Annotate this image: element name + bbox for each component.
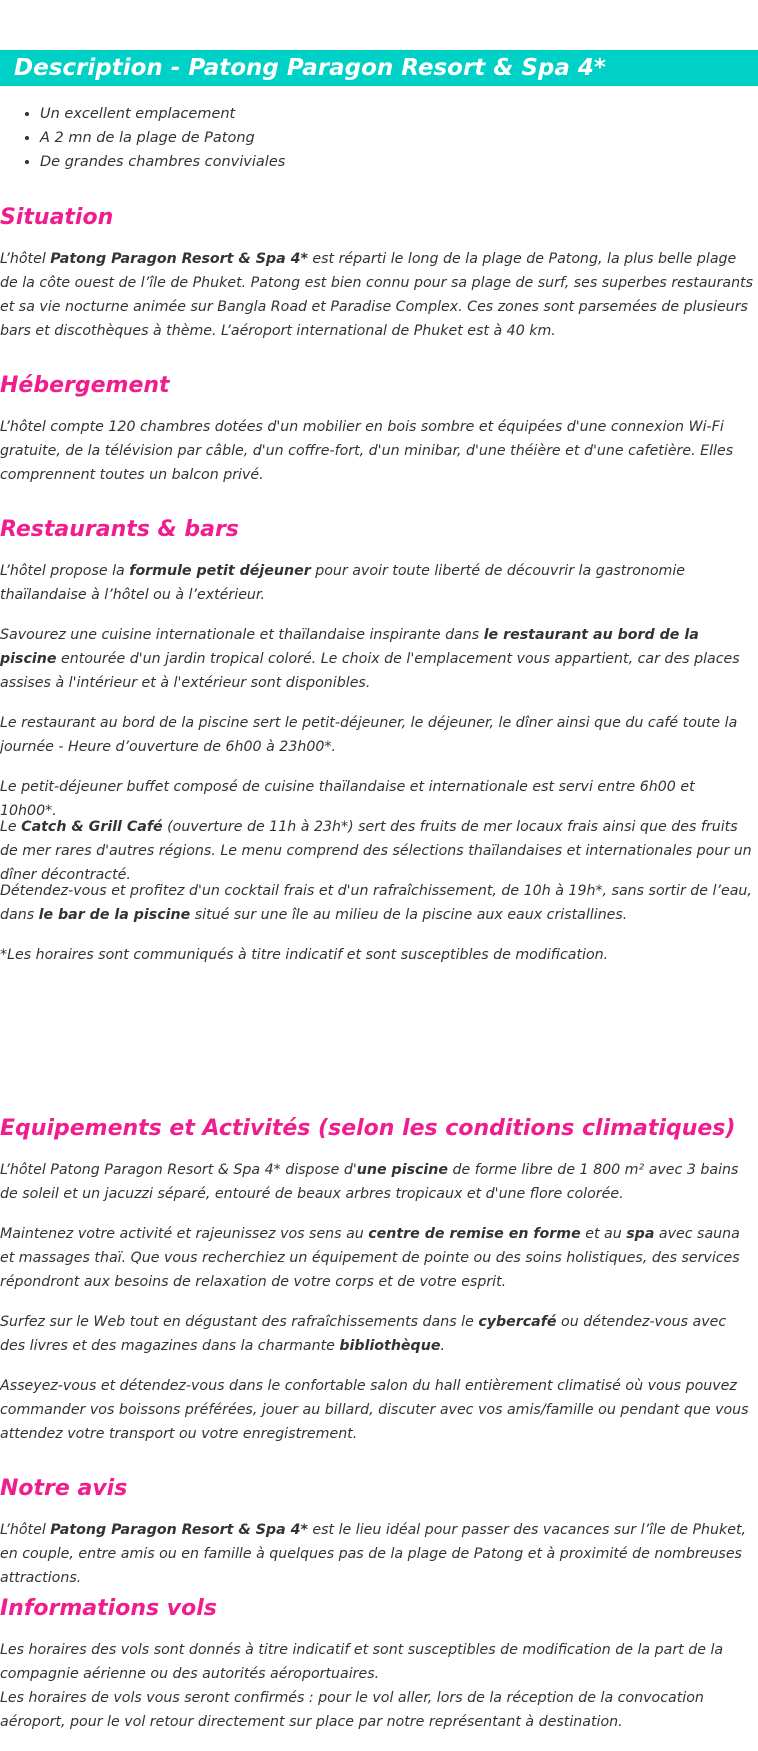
- equipements-heading: Equipements et Activités (selon les conditions climatiques): [0, 1116, 736, 1141]
- equipements-paragraph-2: Maintenez votre activité et rajeunissez vos sens au centre de remise en forme et au spa avec sauna et massages thaï. Que vous recherchiez un équipement de pointe ou des soins holistiques, des services répondront aux besoins de relaxation de votre corps et de votre esprit.: [0, 1226, 740, 1290]
- hebergement-heading: Hébergement: [0, 373, 170, 398]
- restaurants-paragraph-4: Le petit-déjeuner buffet composé de cuisine thaïlandaise et internationale est servi entre 6h00 et 10h00*.: [0, 779, 695, 819]
- restaurants-paragraph-5: Le Catch & Grill Café (ouverture de 11h à 23h*) sert des fruits de mer locaux frais ainsi que des fruits de mer rares d'autres régions. Le menu comprend des sélections thaïlandaises et internationales pour un dîner décontracté.: [0, 819, 752, 883]
- restaurants-paragraph-1: L’hôtel propose la formule petit déjeuner pour avoir toute liberté de découvrir la gastronomie thaïlandaise à l’hôtel ou à l’extérieur.: [0, 563, 686, 603]
- equipements-paragraph-4: Asseyez-vous et détendez-vous dans le confortable salon du hall entièrement climatisé où vous pouvez commander vos boissons préférées, jouer au billard, discuter avec vos amis/famille ou pendant que vous attendez votre transport ou votre enregistrement.: [0, 1378, 749, 1442]
- restaurants-paragraph-2: Savourez une cuisine internationale et thaïlandaise inspirante dans le restaurant au bord de la piscine entourée d'un jardin tropical coloré. Le choix de l'emplacement vous appartient, car des places assises à l'intérieur et à l'extérieur sont disponibles.: [0, 627, 740, 691]
- situation-paragraph: L’hôtel Patong Paragon Resort & Spa 4* est réparti le long de la plage de Patong, la plus belle plage de la côte ouest de l’île de Phuket. Patong est bien connu pour sa plage de surf, ses superbes restaurants et sa vie nocturne animée sur Bangla Road et Paradise Complex. Ces zones sont parsemées de plusieurs bars et discothèques à thème. L’aéroport international de Phuket est à 40 km.: [0, 251, 754, 339]
- vols-paragraph: Les horaires des vols sont donnés à titre indicatif et sont susceptibles de modification de la part de la compagnie aérienne ou des autorités aéroportuaires. Les horaires de vols vous seront confirmés : pour le vol aller, lors de la réception de la convocation aéroport, pour le vol retour directement sur place par notre représentant à destination.: [0, 1642, 724, 1730]
- restaurants-paragraph-3: Le restaurant au bord de la piscine sert le petit-déjeuner, le déjeuner, le dîner ainsi que du café toute la journée - Heure d’ouverture de 6h00 à 23h00*.: [0, 715, 738, 755]
- highlight-item: • A 2 mn de la plage de Patong: [40, 126, 285, 150]
- hebergement-paragraph: L’hôtel compte 120 chambres dotées d'un mobilier en bois sombre et équipées d'une connexion Wi-Fi gratuite, de la télévision par câble, d'un coffre-fort, d'un minibar, d'une théière et d'une cafetière. Elles comprennent toutes un balcon privé.: [0, 419, 734, 483]
- avis-paragraph: L’hôtel Patong Paragon Resort & Spa 4* est le lieu idéal pour passer des vacances sur l’île de Phuket, en couple, entre amis ou en famille à quelques pas de la plage de Patong et à proximité de nombreuses attractions.: [0, 1522, 747, 1586]
- restaurants-paragraph-6: Détendez-vous et profitez d'un cocktail frais et d'un rafraîchissement, de 10h à 19h*, sans sortir de l’eau, dans le bar de la piscine situé sur une île au milieu de la piscine aux eaux cristallines.: [0, 883, 752, 923]
- highlights-list: [0, 102, 285, 174]
- situation-heading: Situation: [0, 205, 114, 230]
- equipements-paragraph-3: Surfez sur le Web tout en dégustant des rafraîchissements dans le cybercafé ou détendez-vous avec des livres et des magazines dans la charmante bibliothèque.: [0, 1314, 727, 1354]
- highlight-item: • Un excellent emplacement: [40, 102, 285, 126]
- avis-heading: Notre avis: [0, 1476, 128, 1501]
- vols-heading: Informations vols: [0, 1596, 217, 1621]
- hotel-name-bold: Patong Paragon Resort & Spa 4*: [50, 251, 308, 267]
- equipements-paragraph-1: L’hôtel Patong Paragon Resort & Spa 4* dispose d'une piscine de forme libre de 1 800 m² avec 3 bains de soleil et un jacuzzi séparé, entouré de beaux arbres tropicaux et d'une flore colorée.: [0, 1162, 739, 1202]
- description-banner: Description - Patong Paragon Resort & Spa 4*: [0, 50, 758, 86]
- restaurants-footnote: *Les horaires sont communiqués à titre indicatif et sont susceptibles de modification.: [0, 947, 609, 963]
- restaurants-heading: Restaurants & bars: [0, 517, 239, 542]
- highlight-item: • De grandes chambres conviviales: [40, 150, 285, 174]
